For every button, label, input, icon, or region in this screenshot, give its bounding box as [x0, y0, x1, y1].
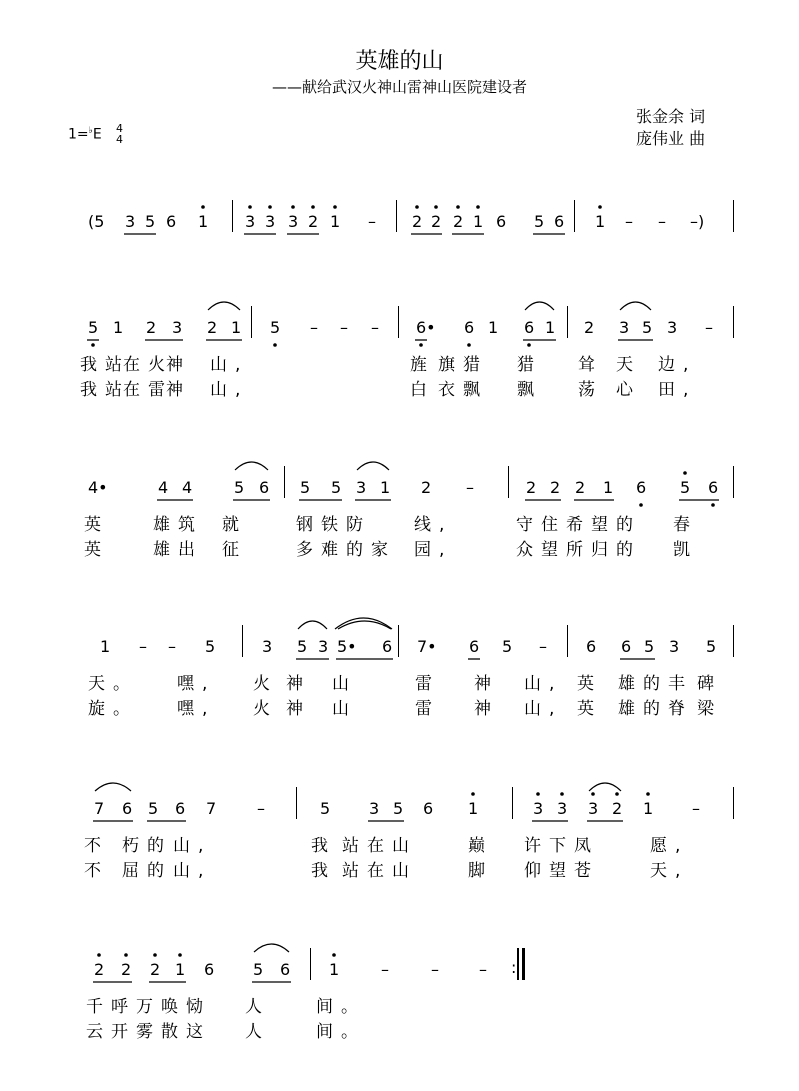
note: 4: [182, 478, 193, 497]
note: 3: [245, 212, 256, 231]
lyric-verse-2: 山: [332, 699, 357, 719]
note: 3: [262, 637, 273, 656]
lyric-verse-2: 站在山: [342, 861, 417, 881]
note: 1: [473, 212, 484, 231]
lyric-verse-2: 征: [222, 540, 247, 560]
lyric-verse-2: 多难的家: [296, 540, 396, 560]
note: 2: [421, 478, 432, 497]
lyric-verse-1: 就: [222, 515, 247, 535]
duration-dash: –: [431, 960, 439, 979]
lyric-verse-1: 守住希望的: [516, 515, 641, 535]
duration-dash: –: [658, 212, 666, 231]
duration-dash: –: [310, 318, 318, 337]
note: 3: [265, 212, 276, 231]
note: 1: [595, 212, 606, 231]
bar-line: [296, 787, 297, 819]
note: 2: [94, 960, 105, 979]
lyric-verse-2: 云开雾散这: [86, 1022, 211, 1042]
bar-line: [733, 466, 734, 498]
repeat-sign: :: [511, 958, 517, 977]
note: 1: [175, 960, 186, 979]
note: 3: [667, 318, 678, 337]
note: 3: [125, 212, 136, 231]
note: 2: [146, 318, 157, 337]
lyric-verse-1: 天。: [88, 674, 138, 694]
note: 2: [431, 212, 442, 231]
lyric-verse-2: 园,: [414, 540, 453, 560]
note: 5: [253, 960, 264, 979]
note: 1: [198, 212, 209, 231]
lyric-verse-1: 猎: [517, 355, 542, 375]
lyric-verse-1: 线,: [414, 515, 453, 535]
lyric-verse-1: 巅: [468, 836, 493, 856]
note: 5: [680, 478, 691, 497]
lyric-verse-1: 边,: [658, 355, 697, 375]
note: 3: [288, 212, 299, 231]
lyric-verse-1: 千呼万唤恸: [86, 997, 211, 1017]
note: 3: [588, 799, 599, 818]
note: 6•: [416, 318, 436, 337]
lyric-verse-2: 英: [84, 540, 109, 560]
note: 2: [453, 212, 464, 231]
lyric-verse-1: 站在山: [342, 836, 417, 856]
duration-dash: –: [479, 960, 487, 979]
lyric-verse-1: 山: [332, 674, 357, 694]
note: 6: [586, 637, 597, 656]
note: 1: [643, 799, 654, 818]
song-title: 英雄的山: [355, 49, 444, 74]
note: 6: [524, 318, 535, 337]
note: 3: [619, 318, 630, 337]
duration-dash: –: [371, 318, 379, 337]
duration-dash: –: [692, 799, 700, 818]
note: 7: [94, 799, 105, 818]
bar-line: [284, 466, 285, 498]
lyric-verse-1: 不: [84, 836, 109, 856]
lyric-verse-2: 英: [577, 699, 602, 719]
note: –): [690, 212, 705, 231]
note: 6: [469, 637, 480, 656]
lyric-verse-2: 梁: [697, 699, 722, 719]
note: 3: [369, 799, 380, 818]
lyric-verse-1: 雷: [415, 674, 440, 694]
note: (5: [88, 212, 105, 231]
bar-line: [733, 787, 734, 819]
note: 6: [175, 799, 186, 818]
lyric-verse-1: 愿,: [650, 836, 689, 856]
lyric-verse-1: 耸: [578, 355, 603, 375]
note: 2: [526, 478, 537, 497]
bar-line: [512, 787, 513, 819]
note: 1: [231, 318, 242, 337]
lyric-verse-1: 英: [84, 515, 109, 535]
lyric-verse-2: 天,: [650, 861, 689, 881]
note: 6: [280, 960, 291, 979]
note: 1: [100, 637, 111, 656]
lyric-verse-1: 神: [474, 674, 499, 694]
time-signature-bottom: 4: [116, 133, 123, 146]
lyric-verse-1: 嘿,: [177, 674, 216, 694]
bar-line: [567, 625, 568, 657]
lyric-verse-1: 山,: [210, 355, 249, 375]
note: 6: [382, 637, 393, 656]
bar-line: [310, 948, 311, 980]
bar-line: [733, 306, 734, 338]
bar-line: [733, 625, 734, 657]
lyric-verse-2: 雄出: [153, 540, 203, 560]
duration-dash: –: [625, 212, 633, 231]
lyric-verse-2: 凯: [673, 540, 698, 560]
lyric-verse-2: 心: [616, 380, 641, 400]
note: 6: [621, 637, 632, 656]
bar-line: [398, 306, 399, 338]
note: 5: [145, 212, 156, 231]
lyric-verse-2: 我站: [80, 380, 130, 400]
bar-line: [508, 466, 509, 498]
lyric-verse-1: 春: [673, 515, 698, 535]
lyric-verse-2: 火: [253, 699, 278, 719]
lyric-verse-1: 在火: [123, 355, 173, 375]
lyric-verse-2: 脚: [468, 861, 493, 881]
bar-line: [251, 306, 252, 338]
note: 5: [644, 637, 655, 656]
lyric-verse-1: 山,: [173, 836, 212, 856]
note: 5: [270, 318, 281, 337]
lyric-verse-2: 不: [84, 861, 109, 881]
note: 5: [300, 478, 311, 497]
note: 6: [636, 478, 647, 497]
lyric-verse-2: 间。: [316, 1022, 366, 1042]
note: 6: [708, 478, 719, 497]
duration-dash: –: [340, 318, 348, 337]
lyric-verse-2: 飘: [517, 380, 542, 400]
note: 3: [318, 637, 329, 656]
lyric-verse-2: 山,: [173, 861, 212, 881]
bar-line: [733, 200, 734, 232]
note: 1: [488, 318, 499, 337]
note: 2: [575, 478, 586, 497]
lyric-verse-1: 神: [286, 674, 311, 694]
note: 3: [172, 318, 183, 337]
lyric-verse-2: 衣飘: [438, 380, 488, 400]
duration-dash: –: [257, 799, 265, 818]
note: 5: [331, 478, 342, 497]
lyric-verse-1: 神: [166, 355, 191, 375]
note: 6: [554, 212, 565, 231]
duration-dash: –: [381, 960, 389, 979]
note: 3: [533, 799, 544, 818]
lyric-verse-2: 神: [286, 699, 311, 719]
lyric-verse-2: 神: [166, 380, 191, 400]
lyric-verse-2: 荡: [578, 380, 603, 400]
duration-dash: –: [705, 318, 713, 337]
bar-line: [242, 625, 243, 657]
lyric-verse-2: 旋。: [88, 699, 138, 719]
note: 5: [642, 318, 653, 337]
lyric-verse-1: 钢铁防: [296, 515, 371, 535]
lyric-verse-1: 山,: [524, 674, 563, 694]
note: 5: [534, 212, 545, 231]
note: 7•: [417, 637, 437, 656]
note: 5: [205, 637, 216, 656]
note: 2: [412, 212, 423, 231]
note: 5: [297, 637, 308, 656]
lyric-verse-1: 天: [616, 355, 641, 375]
lyric-verse-2: 田,: [658, 380, 697, 400]
lyric-verse-2: 雄的脊: [618, 699, 693, 719]
lyric-verse-2: 雷: [415, 699, 440, 719]
note: 5: [393, 799, 404, 818]
lyric-verse-1: 人: [245, 997, 270, 1017]
final-bar-thin: [517, 948, 519, 980]
note: 5: [234, 478, 245, 497]
bar-line: [574, 200, 575, 232]
note: 2: [121, 960, 132, 979]
lyric-verse-2: 嘿,: [177, 699, 216, 719]
note: 2: [150, 960, 161, 979]
duration-dash: –: [139, 637, 147, 656]
lyric-verse-1: 我站: [80, 355, 130, 375]
note: 4•: [88, 478, 108, 497]
lyric-verse-2: 山,: [210, 380, 249, 400]
key-prefix: 1=: [68, 126, 89, 143]
note: 5: [88, 318, 99, 337]
note: 5•: [337, 637, 357, 656]
lyric-verse-1: 朽的: [122, 836, 172, 856]
duration-dash: –: [368, 212, 376, 231]
lyricist-credit: 张金余 词: [636, 107, 706, 126]
lyric-verse-1: 我: [311, 836, 336, 856]
bar-line: [232, 200, 233, 232]
final-bar-thick: [522, 948, 525, 980]
lyric-verse-1: 火: [253, 674, 278, 694]
note: 3: [356, 478, 367, 497]
duration-dash: –: [539, 637, 547, 656]
duration-dash: –: [466, 478, 474, 497]
lyric-verse-2: 我: [311, 861, 336, 881]
lyric-verse-1: 英: [577, 674, 602, 694]
lyric-verse-1: 间。: [316, 997, 366, 1017]
time-signature-top: 4: [116, 122, 123, 135]
note: 3: [557, 799, 568, 818]
lyric-verse-2: 在雷: [123, 380, 173, 400]
note: 1: [380, 478, 391, 497]
bar-line: [398, 625, 399, 657]
note: 4: [158, 478, 169, 497]
note: 2: [207, 318, 218, 337]
note: 6: [166, 212, 177, 231]
note: 3: [669, 637, 680, 656]
note: 6: [496, 212, 507, 231]
lyric-verse-1: 雄筑: [153, 515, 203, 535]
note: 5: [148, 799, 159, 818]
note: 6: [423, 799, 434, 818]
lyric-verse-2: 人: [245, 1022, 270, 1042]
duration-dash: –: [168, 637, 176, 656]
note: 2: [550, 478, 561, 497]
lyric-verse-2: 白: [410, 380, 435, 400]
note: 6: [464, 318, 475, 337]
lyric-verse-2: 仰望苍: [524, 861, 599, 881]
bar-line: [567, 306, 568, 338]
note: 2: [612, 799, 623, 818]
bar-line: [396, 200, 397, 232]
note: 1: [545, 318, 556, 337]
note: 6: [122, 799, 133, 818]
lyric-verse-2: 屈的: [122, 861, 172, 881]
lyric-verse-1: 雄的丰: [618, 674, 693, 694]
note: 2: [308, 212, 319, 231]
note: 1: [113, 318, 124, 337]
note: 1: [468, 799, 479, 818]
note: 6: [259, 478, 270, 497]
note: 2: [584, 318, 595, 337]
song-subtitle: ——献给武汉火神山雷神山医院建设者: [271, 78, 527, 96]
lyric-verse-2: 众望所归的: [516, 540, 641, 560]
lyric-verse-1: 许下凤: [524, 836, 599, 856]
note: 5: [320, 799, 331, 818]
lyric-verse-2: 神: [474, 699, 499, 719]
note: 1: [603, 478, 614, 497]
note: 5: [502, 637, 513, 656]
note: 7: [206, 799, 217, 818]
note: 6: [204, 960, 215, 979]
note: 1: [330, 212, 341, 231]
lyric-verse-1: 碑: [697, 674, 722, 694]
key-note: E: [92, 126, 102, 143]
lyric-verse-2: 山,: [524, 699, 563, 719]
lyric-verse-1: 旌: [410, 355, 435, 375]
note: 1: [329, 960, 340, 979]
flat-symbol: ♭: [88, 126, 93, 136]
note: 5: [706, 637, 717, 656]
lyric-verse-1: 旗猎: [438, 355, 488, 375]
composer-credit: 庞伟业 曲: [636, 129, 706, 148]
